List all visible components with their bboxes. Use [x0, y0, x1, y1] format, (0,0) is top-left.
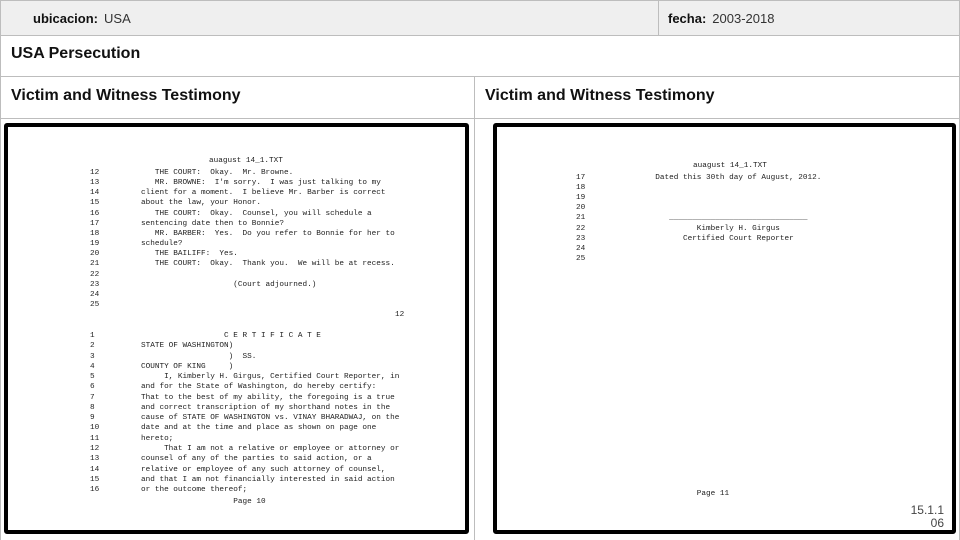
- line-number: 9: [90, 414, 95, 423]
- transcript-page-right: [493, 123, 956, 534]
- transcript-line: Kimberly H. Girgus: [623, 224, 780, 233]
- line-number: 22: [576, 224, 586, 233]
- line-number: 20: [90, 250, 100, 259]
- transcript-line: date and at the time and place as shown on page one: [141, 424, 377, 433]
- line-number: 6: [90, 383, 95, 392]
- page-title: USA Persecution: [11, 45, 141, 62]
- transcript-line: cause of STATE OF WASHINGTON vs. VINAY BHARADWAJ, on the: [141, 414, 400, 423]
- transcript-line: STATE OF WASHINGTON): [141, 342, 234, 351]
- transcript-line: MR. BARBER: Yes. Do you refer to Bonnie for her to: [141, 229, 395, 238]
- transcript-line: ______________________________: [623, 214, 808, 223]
- transcript-line: That I am not a relative or employee or attorney or: [141, 444, 400, 453]
- transcript-line: relative or employee of any such attorney of counsel,: [141, 465, 386, 474]
- transcript-line: THE COURT: Okay. Mr. Browne.: [141, 169, 294, 177]
- column-header-left: [0, 76, 475, 119]
- line-number: 12: [90, 444, 100, 453]
- transcript-line: schedule?: [141, 240, 183, 249]
- line-number: 15: [90, 475, 100, 484]
- transcript-line: C E R T I F I C A T E: [141, 332, 321, 340]
- line-number: 21: [576, 214, 586, 223]
- transcript-line: sentencing date then to Bonnie?: [141, 219, 285, 228]
- line-number: 19: [90, 240, 100, 249]
- transcript-line: about the law, your Honor.: [141, 199, 261, 208]
- line-number: 13: [90, 455, 100, 464]
- line-number: 4: [90, 362, 95, 371]
- transcript-line: I, Kimberly H. Girgus, Certified Court Reporter, in: [141, 373, 400, 382]
- transcript-line: client for a moment. I believe Mr. Barber is correct: [141, 189, 386, 198]
- transcript-page-number: 12: [395, 311, 405, 319]
- line-number: 14: [90, 465, 100, 474]
- file-header: auagust 14_1.TXT: [693, 162, 767, 170]
- line-number: 14: [90, 189, 100, 198]
- transcript-line: and for the State of Washington, do hereby certify:: [141, 383, 377, 392]
- line-number: 17: [90, 219, 100, 228]
- location-label: ubicacion:: [33, 11, 99, 26]
- line-number: 16: [90, 486, 100, 495]
- date-field: [658, 0, 960, 36]
- line-number: 15: [90, 199, 100, 208]
- transcript-line: MR. BROWNE: I'm sorry. I was just talking to my: [141, 179, 381, 188]
- transcript-line: ) SS.: [141, 352, 257, 361]
- transcript-line: THE COURT: Okay. Thank you. We will be at recess.: [141, 260, 395, 269]
- line-number: 8: [90, 403, 95, 412]
- transcript-line: or the outcome thereof;: [141, 486, 248, 495]
- line-number: 25: [576, 254, 586, 263]
- line-number: 18: [90, 229, 100, 238]
- line-number: 13: [90, 179, 100, 188]
- transcript-line: COUNTY OF KING ): [141, 362, 234, 371]
- date-value: 2003-2018: [712, 11, 775, 26]
- line-number: 3: [90, 352, 95, 361]
- line-number: 5: [90, 373, 95, 382]
- line-number: 22: [90, 270, 100, 279]
- transcript-line: counsel of any of the parties to said action, or a: [141, 455, 372, 464]
- title-row: [0, 35, 960, 77]
- line-number: 7: [90, 393, 95, 402]
- transcript-line: and that I am not financially interested in said action: [141, 475, 395, 484]
- date-label: fecha:: [668, 11, 707, 26]
- transcript-line: THE BAILIFF: Yes.: [141, 250, 238, 259]
- transcript-line: That to the best of my ability, the foregoing is a true: [141, 393, 395, 402]
- line-number: 23: [576, 234, 586, 243]
- location-value: USA: [104, 11, 131, 26]
- transcript-page-left: [4, 123, 469, 534]
- slide-number: 15.1.1 06: [910, 503, 944, 530]
- line-number: 10: [90, 424, 100, 433]
- transcript-line: Dated this 30th day of August, 2012.: [623, 174, 822, 182]
- column-heading-left: Victim and Witness Testimony: [11, 87, 241, 104]
- transcript-line: hereto;: [141, 434, 174, 443]
- line-number: 25: [90, 300, 100, 309]
- line-number: 12: [90, 169, 100, 177]
- line-number: 16: [90, 209, 100, 218]
- line-number: 2: [90, 342, 95, 351]
- transcript-line: (Court adjourned.): [141, 280, 317, 289]
- line-number: 24: [576, 244, 586, 253]
- line-number: 20: [576, 204, 586, 213]
- column-heading-right: Victim and Witness Testimony: [485, 87, 715, 104]
- page-footer: Page 11: [623, 490, 730, 498]
- line-number: 11: [90, 434, 100, 443]
- line-number: 19: [576, 194, 586, 203]
- line-number: 21: [90, 260, 100, 269]
- column-header-right: [474, 76, 960, 119]
- file-header: auagust 14_1.TXT: [209, 157, 283, 165]
- line-number: 17: [576, 174, 586, 182]
- location-field: [0, 0, 659, 36]
- transcript-line: Certified Court Reporter: [623, 234, 794, 243]
- line-number: 24: [90, 290, 100, 299]
- line-number: 1: [90, 332, 95, 340]
- transcript-line: and correct transcription of my shorthand notes in the: [141, 403, 391, 412]
- line-number: 18: [576, 184, 586, 193]
- transcript-line: THE COURT: Okay. Counsel, you will schedule a: [141, 209, 372, 218]
- page-footer: Page 10: [141, 498, 266, 506]
- line-number: 23: [90, 280, 100, 289]
